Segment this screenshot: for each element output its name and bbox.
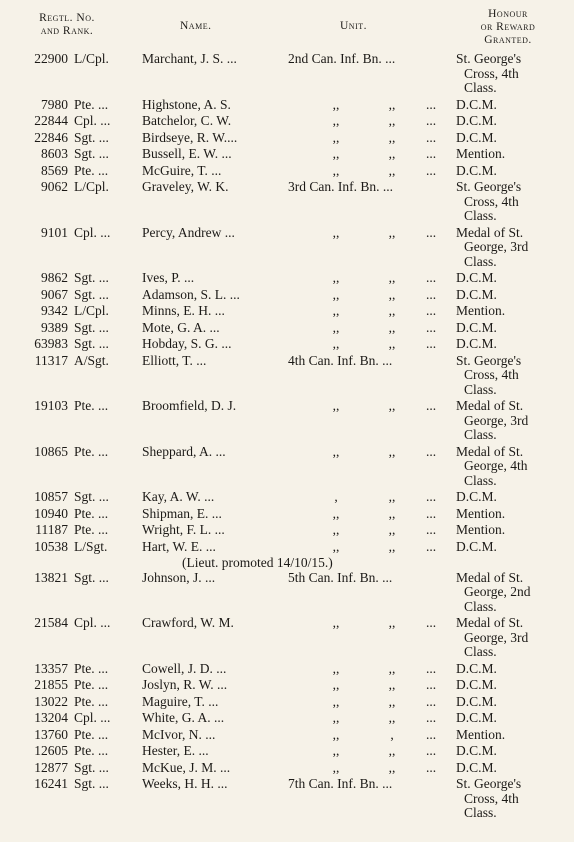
unit-ditto-mark: ,, (332, 146, 340, 161)
award-line: D.C.M. (456, 759, 497, 775)
regimental-number: 12605 (34, 743, 68, 758)
leader-dots: ... (426, 303, 437, 318)
rank: Pte. ... (74, 660, 109, 676)
soldier-name: Wright, F. L. ... (142, 522, 225, 537)
rank: Sgt. ... (74, 776, 109, 791)
soldier-name: Maguire, T. ... (142, 693, 219, 709)
unit-ditto-mark: ,, (388, 286, 396, 302)
award-line: George, 4th (464, 458, 528, 473)
leader-dots: ... (426, 615, 437, 630)
award (456, 490, 560, 505)
unit-ditto-mark: ,, (388, 336, 396, 351)
regimental-number: 11317 (34, 352, 68, 368)
award-line: Medal of St. (456, 224, 524, 240)
award-line: Medal of St. (456, 569, 524, 585)
award-line: Medal of St. (456, 443, 524, 459)
award (456, 321, 560, 336)
rank: Sgt. ... (74, 336, 109, 351)
regimental-number: 8603 (41, 146, 68, 161)
unit-ditto-mark: ,, (332, 129, 340, 145)
soldier-name: Shipman, E. ... (142, 505, 222, 521)
rank: Pte. ... (74, 443, 109, 459)
unit-ditto-mark: ,, (332, 286, 340, 302)
rank: Cpl. ... (74, 710, 111, 725)
regimental-number: 10857 (34, 489, 68, 504)
unit-ditto-mark: ,, (332, 522, 340, 537)
rank: Sgt. ... (74, 319, 109, 335)
table-row (0, 540, 574, 557)
rank: L/Cpl. (74, 303, 109, 318)
unit-ditto-mark: ,, (388, 303, 396, 318)
regimental-number: 10865 (34, 443, 68, 459)
award-line: D.C.M. (456, 677, 497, 692)
award (456, 271, 560, 286)
unit-ditto-mark: ,, (388, 759, 396, 775)
leader-dots: ... (426, 505, 437, 521)
header-no-rank (12, 12, 122, 38)
unit: 2nd Can. Inf. Bn. ... (288, 51, 396, 66)
regimental-number: 9067 (41, 286, 68, 302)
award (456, 445, 560, 489)
award (456, 52, 560, 96)
soldier-name: White, G. A. ... (142, 710, 225, 725)
regimental-number: 21584 (34, 615, 68, 630)
soldier-name: Sheppard, A. ... (142, 443, 226, 459)
header-no-rank-line-2: and Rank. (40, 25, 94, 37)
leader-dots: ... (426, 710, 437, 725)
regimental-number: 22846 (34, 129, 68, 145)
unit-ditto-mark: ,, (332, 538, 340, 554)
rank: Sgt. ... (74, 286, 109, 302)
rank: Pte. ... (74, 677, 109, 692)
rank: Sgt. ... (74, 270, 109, 285)
rank: Cpl. ... (74, 113, 111, 128)
award-line: Class. (464, 208, 497, 223)
unit-ditto-mark: ,, (332, 615, 340, 630)
table-row (0, 52, 574, 98)
rank: A/Sgt. (74, 352, 109, 368)
table-row (0, 164, 574, 181)
award (456, 616, 560, 660)
award-line: D.C.M. (456, 710, 497, 725)
award (456, 695, 560, 710)
leader-dots: ... (426, 489, 437, 504)
table-row (0, 288, 574, 305)
table-body (0, 52, 574, 823)
table-row (0, 114, 574, 131)
rank: Sgt. ... (74, 569, 109, 585)
regimental-number: 9062 (41, 179, 68, 194)
soldier-name: Crawford, W. M. (142, 615, 234, 630)
regimental-number: 12877 (34, 759, 68, 775)
award-line: St. George's (456, 352, 522, 368)
award (456, 761, 560, 776)
leader-dots: ... (426, 286, 437, 302)
award-line: D.C.M. (456, 113, 497, 128)
unit-ditto-mark: ,, (388, 270, 396, 285)
unit-ditto-mark: ,, (332, 270, 340, 285)
regimental-number: 10940 (34, 505, 68, 521)
regimental-number: 21855 (34, 677, 68, 692)
header-unit: Unit. (340, 20, 368, 32)
unit-ditto-mark: ,, (388, 113, 396, 128)
rank: L/Cpl. (74, 51, 109, 66)
award (456, 337, 560, 352)
table-row (0, 761, 574, 778)
unit: 7th Can. Inf. Bn. ... (288, 776, 393, 791)
award-line: D.C.M. (456, 743, 497, 758)
unit-ditto-mark: ,, (332, 743, 340, 758)
regimental-number: 9342 (41, 303, 68, 318)
header-award-line-2: or Reward (480, 21, 536, 33)
table-row (0, 354, 574, 400)
leader-dots: ... (426, 693, 437, 709)
award (456, 540, 560, 555)
rank: Pte. ... (74, 726, 109, 742)
award-line: D.C.M. (456, 162, 497, 178)
award-line: Cross, 4th (464, 367, 519, 382)
rank: Pte. ... (74, 743, 109, 758)
rank: Sgt. ... (74, 759, 109, 775)
leader-dots: ... (426, 113, 437, 128)
unit-ditto-mark: , (390, 726, 394, 742)
award (456, 180, 560, 224)
award (456, 678, 560, 693)
unit-ditto-mark: ,, (388, 146, 396, 161)
award-line: George, 3rd (464, 412, 529, 428)
soldier-name: Percy, Andrew ... (142, 224, 235, 240)
soldier-name: Marchant, J. S. ... (142, 51, 237, 66)
award-line: D.C.M. (456, 129, 497, 145)
table-row (0, 744, 574, 761)
award-line: D.C.M. (456, 286, 497, 302)
unit-ditto-mark: ,, (332, 319, 340, 335)
award-line: D.C.M. (456, 96, 497, 112)
award (456, 354, 560, 398)
header-award-line-3: Granted. (484, 34, 532, 46)
soldier-name: Bussell, E. W. ... (142, 146, 232, 161)
award-line: Class. (464, 381, 497, 397)
leader-dots: ... (426, 443, 437, 459)
award-line: Mention. (456, 505, 506, 521)
award-line: St. George's (456, 776, 522, 791)
soldier-name: Joslyn, R. W. ... (142, 677, 228, 692)
award-line: Cross, 4th (464, 193, 519, 209)
table-row (0, 523, 574, 540)
award-line: Medal of St. (456, 615, 524, 630)
leader-dots: ... (426, 759, 437, 775)
rank: Sgt. ... (74, 146, 109, 161)
soldier-name: McKue, J. M. ... (142, 759, 231, 775)
award (456, 98, 560, 113)
soldier-name: Adamson, S. L. ... (142, 286, 240, 302)
unit-ditto-mark: ,, (388, 129, 396, 145)
award (456, 744, 560, 759)
regimental-number: 9389 (41, 319, 68, 335)
soldier-name: Elliott, T. ... (142, 352, 207, 368)
award (456, 226, 560, 270)
award (456, 571, 560, 615)
unit-ditto-mark: ,, (388, 677, 396, 692)
leader-dots: ... (426, 162, 437, 178)
table-row (0, 571, 574, 617)
unit-ditto-mark: ,, (332, 162, 340, 178)
award-line: D.C.M. (456, 270, 497, 285)
unit-ditto-mark: ,, (388, 224, 396, 240)
regimental-number: 22900 (34, 51, 68, 66)
award-line: Mention. (456, 726, 506, 742)
rank: Cpl. ... (74, 224, 111, 240)
rank: Cpl. ... (74, 615, 111, 630)
table-row (0, 226, 574, 272)
award-line: Class. (464, 644, 497, 659)
unit: 4th Can. Inf. Bn. ... (288, 352, 393, 368)
table-row (0, 616, 574, 662)
unit-ditto-mark: ,, (332, 660, 340, 676)
award-line: D.C.M. (456, 336, 497, 351)
regimental-number: 7980 (41, 96, 68, 112)
rank: Sgt. ... (74, 489, 109, 504)
unit-ditto-mark: ,, (388, 660, 396, 676)
unit-ditto-mark: ,, (388, 489, 396, 504)
soldier-name: McGuire, T. ... (142, 162, 222, 178)
unit-ditto-mark: ,, (332, 336, 340, 351)
table-header (0, 8, 574, 52)
unit-ditto-mark: ,, (388, 743, 396, 758)
soldier-name: Ives, P. ... (142, 270, 195, 285)
table-row (0, 777, 574, 823)
unit-ditto-mark: ,, (388, 522, 396, 537)
award-line: D.C.M. (456, 660, 497, 676)
award-line: Class. (464, 472, 497, 488)
award-line: St. George's (456, 51, 522, 66)
award-line: Mention. (456, 146, 506, 161)
unit-ditto-mark: ,, (388, 505, 396, 521)
unit-ditto-mark: ,, (388, 693, 396, 709)
leader-dots: ... (426, 743, 437, 758)
table-row (0, 131, 574, 148)
award-line: George, 3rd (464, 629, 529, 645)
rank: Pte. ... (74, 505, 109, 521)
soldier-name: Hobday, S. G. ... (142, 336, 232, 351)
award (456, 164, 560, 179)
soldier-name: Johnson, J. ... (142, 569, 216, 585)
award-line: George, 2nd (464, 584, 531, 599)
soldier-name: Birdseye, R. W.... (142, 129, 238, 145)
award (456, 662, 560, 677)
award-line: Cross, 4th (464, 790, 519, 806)
award-line: Class. (464, 805, 497, 820)
regimental-number: 13357 (34, 660, 68, 676)
unit-ditto-mark: ,, (332, 96, 340, 112)
rank: Pte. ... (74, 96, 109, 112)
award-line: Class. (464, 598, 497, 614)
regimental-number: 13022 (34, 693, 68, 709)
award-line: Mention. (456, 303, 506, 318)
table-row (0, 728, 574, 745)
unit: 3rd Can. Inf. Bn. ... (288, 179, 393, 194)
unit-ditto-mark: ,, (332, 693, 340, 709)
unit-ditto-mark: ,, (332, 303, 340, 318)
award-line: D.C.M. (456, 693, 497, 709)
header-award-line-1: Honour (488, 8, 528, 20)
unit-ditto-mark: ,, (388, 162, 396, 178)
unit-ditto-mark: ,, (332, 505, 340, 521)
regimental-number: 13204 (34, 710, 68, 725)
unit-ditto-mark: ,, (332, 759, 340, 775)
regimental-number: 9862 (41, 270, 68, 285)
soldier-name: Cowell, J. D. ... (142, 660, 227, 676)
unit-ditto-mark: ,, (332, 224, 340, 240)
award-line: George, 3rd (464, 239, 529, 254)
award (456, 114, 560, 129)
leader-dots: ... (426, 726, 437, 742)
unit-ditto-mark: ,, (388, 319, 396, 335)
header-award (456, 8, 560, 47)
soldier-name: Batchelor, C. W. (142, 113, 232, 128)
leader-dots: ... (426, 224, 437, 240)
regimental-number: 13760 (34, 726, 68, 742)
leader-dots: ... (426, 129, 437, 145)
rank: L/Cpl. (74, 179, 109, 194)
unit-ditto-mark: ,, (332, 710, 340, 725)
soldier-name: Broomfield, D. J. (142, 398, 237, 413)
table-row (0, 662, 574, 679)
unit-ditto-mark: ,, (332, 113, 340, 128)
regimental-number: 9101 (41, 224, 68, 240)
award (456, 147, 560, 162)
soldier-name: Highstone, A. S. (142, 96, 231, 112)
soldier-name: Mote, G. A. ... (142, 319, 220, 335)
regimental-number: 22844 (34, 113, 68, 128)
rank: Pte. ... (74, 693, 109, 709)
soldier-name: Minns, E. H. ... (142, 303, 225, 318)
table-row (0, 304, 574, 321)
award-line: Cross, 4th (464, 65, 519, 81)
leader-dots: ... (426, 270, 437, 285)
leader-dots: ... (426, 677, 437, 692)
table-row (0, 98, 574, 115)
rank: L/Sgt. (74, 538, 108, 554)
regimental-number: 13821 (34, 569, 68, 585)
unit-ditto-mark: ,, (332, 726, 340, 742)
leader-dots: ... (426, 319, 437, 335)
table-row (0, 445, 574, 491)
soldier-name: Hester, E. ... (142, 743, 209, 758)
unit-ditto-mark: ,, (332, 398, 340, 413)
table-row (0, 399, 574, 445)
regimental-number: 63983 (34, 336, 68, 351)
leader-dots: ... (426, 146, 437, 161)
leader-dots: ... (426, 336, 437, 351)
table-row (0, 180, 574, 226)
award-line: Class. (464, 427, 497, 442)
leader-dots: ... (426, 96, 437, 112)
award-line: D.C.M. (456, 489, 497, 504)
rank: Pte. ... (74, 398, 109, 413)
award-line: Medal of St. (456, 398, 524, 413)
regimental-number: 19103 (34, 398, 68, 413)
award (456, 304, 560, 319)
award-line: Class. (464, 80, 497, 95)
award-line: D.C.M. (456, 319, 497, 335)
unit-ditto-mark: , (334, 489, 338, 504)
regimental-number: 8569 (41, 162, 68, 178)
unit-ditto-mark: ,, (332, 677, 340, 692)
table-row (0, 337, 574, 354)
unit-ditto-mark: ,, (388, 615, 396, 630)
table-row (0, 678, 574, 695)
table-row (0, 507, 574, 524)
leader-dots: ... (426, 538, 437, 554)
leader-dots: ... (426, 660, 437, 676)
table-row (0, 271, 574, 288)
soldier-name: Kay, A. W. ... (142, 489, 215, 504)
table-row (0, 147, 574, 164)
rank: Pte. ... (74, 162, 109, 178)
unit-ditto-mark: ,, (388, 398, 396, 413)
award (456, 507, 560, 522)
award (456, 711, 560, 726)
award (456, 288, 560, 303)
promotion-note: (Lieut. promoted 14/10/15.) (182, 555, 333, 570)
table-row (0, 321, 574, 338)
award-line: Mention. (456, 522, 506, 537)
rank: Pte. ... (74, 522, 109, 537)
award (456, 131, 560, 146)
award-line: D.C.M. (456, 538, 497, 554)
soldier-name: Hart, W. E. ... (142, 538, 216, 554)
leader-dots: ... (426, 522, 437, 537)
table-row (0, 695, 574, 712)
soldier-name: Weeks, H. H. ... (142, 776, 228, 791)
unit: 5th Can. Inf. Bn. ... (288, 569, 393, 585)
soldier-name: McIvor, N. ... (142, 726, 216, 742)
unit-ditto-mark: ,, (388, 443, 396, 459)
unit-ditto-mark: ,, (388, 710, 396, 725)
award (456, 728, 560, 743)
award (456, 399, 560, 443)
unit-ditto-mark: ,, (388, 96, 396, 112)
leader-dots: ... (426, 398, 437, 413)
award-line: Class. (464, 253, 497, 269)
table-row (0, 711, 574, 728)
regimental-number: 16241 (34, 776, 68, 791)
unit-ditto-mark: ,, (388, 538, 396, 554)
regimental-number: 10538 (34, 538, 68, 554)
table-row (0, 490, 574, 507)
award-line: St. George's (456, 179, 522, 194)
soldier-name: Graveley, W. K. (142, 179, 229, 194)
header-no-rank-line-1: Regtl. No. (39, 12, 95, 24)
award (456, 523, 560, 538)
regimental-number: 11187 (35, 522, 68, 537)
rank: Sgt. ... (74, 129, 109, 145)
award (456, 777, 560, 821)
unit-ditto-mark: ,, (332, 443, 340, 459)
header-name: Name. (180, 20, 212, 32)
